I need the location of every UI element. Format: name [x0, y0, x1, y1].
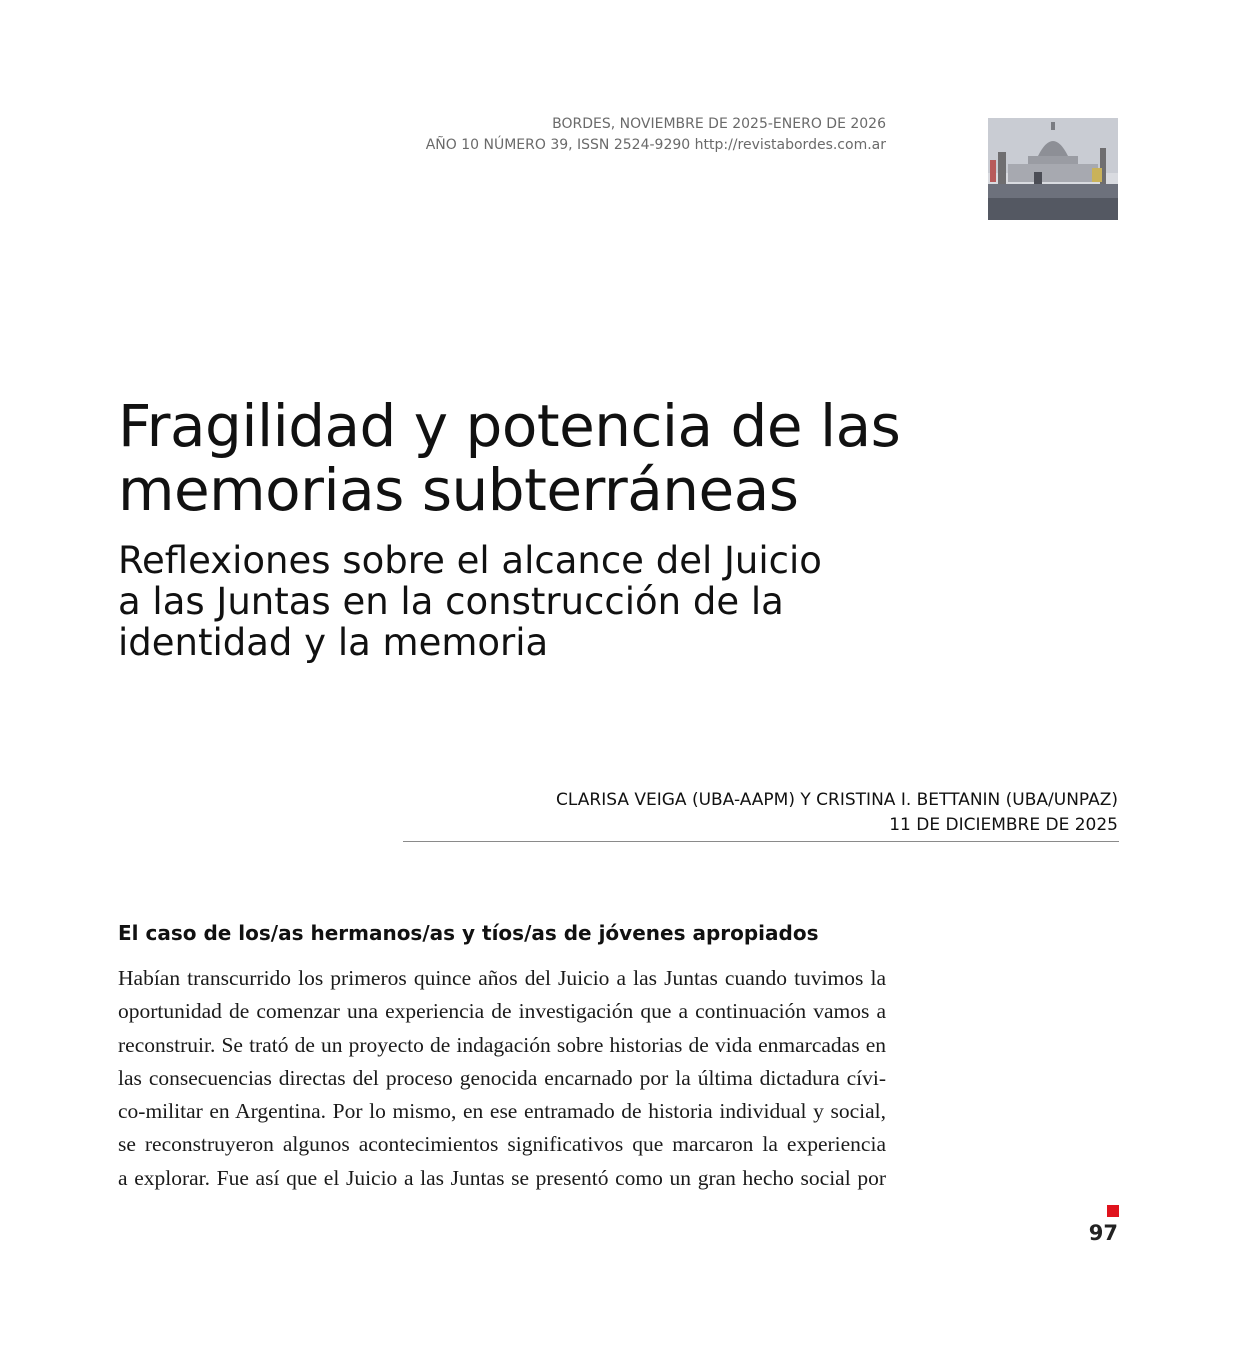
- paragraph-line: Habían transcurrido los primeros quince años del Juicio a las Juntas cuando tuvimos la: [118, 966, 886, 990]
- article-subtitle: [118, 540, 878, 663]
- cover-thumbnail: [988, 118, 1118, 220]
- title-line: memorias subterráneas: [118, 456, 799, 524]
- title-line: Fragilidad y potencia de las: [118, 392, 901, 460]
- journal-line: BORDES, NOVIEMBRE DE 2025-ENERO DE 2026: [552, 116, 886, 132]
- paragraph-line: a explorar. Fue así que el Juicio a las Juntas se presentó como un gran hecho social por: [118, 1165, 886, 1190]
- paragraph-line: co-militar en Argentina. Por lo mismo, en ese entramado de historia individual y social,: [118, 1099, 886, 1124]
- issue-line: AÑO 10 NÚMERO 39, ISSN 2524-9290 http://revistabordes.com.ar: [425, 137, 886, 153]
- byline-divider: [403, 841, 1119, 842]
- journal-header: [426, 114, 886, 156]
- paragraph-line: las consecuencias directas del proceso genocida encarnado por la última dictadura cívi-: [118, 1065, 886, 1090]
- subtitle-line: Reflexiones sobre el alcance del Juicio: [118, 539, 822, 582]
- section-heading: El caso de los/as hermanos/as y tíos/as de jóvenes apropiados: [118, 921, 819, 945]
- page-number: 97: [1088, 1221, 1118, 1245]
- publication-date: 11 DE DICIEMBRE DE 2025: [889, 815, 1118, 835]
- page-marker: [1107, 1205, 1119, 1217]
- authors: CLARISA VEIGA (UBA-AAPM) Y CRISTINA I. BETTANIN (UBA/UNPAZ): [556, 790, 1118, 810]
- congress-photo: [988, 118, 1118, 220]
- subtitle-line: a las Juntas en la construcción de la: [118, 580, 784, 623]
- subtitle-line: identidad y la memoria: [118, 621, 549, 664]
- paragraph-line: oportunidad de comenzar una experiencia de investigación que a continuación vamos a: [118, 999, 886, 1024]
- article-title: [118, 394, 918, 522]
- byline: [556, 788, 1118, 838]
- paragraph-line: reconstruir. Se trató de un proyecto de indagación sobre historias de vida enmarcadas en: [118, 1032, 886, 1057]
- paragraph-line: se reconstruyeron algunos acontecimientos significativos que marcaron la experiencia: [118, 1132, 886, 1157]
- body-paragraph: [118, 962, 886, 1195]
